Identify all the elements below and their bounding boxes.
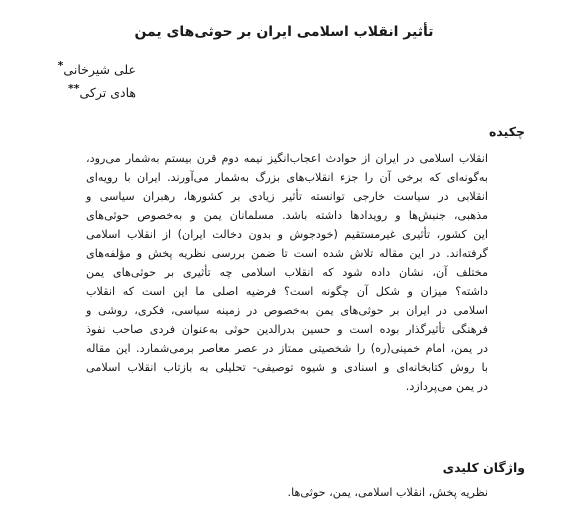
keywords-text: نظریه پخش، انقلاب اسلامی، یمن، حوثی‌ها. (287, 486, 488, 499)
abstract-line: داشته؟ میزان و شکل آن چگونه است؟ فرضیه اصلی ما این است که انقلاب (86, 285, 488, 298)
abstract-line: در یمن، امام خمینی(ره) را شخصیتی ممتاز در عصر معاصر برمی‌شمارد. این مقاله (86, 342, 488, 355)
abstract-line: به‌گونه‌ای که برخی آن را جزء انقلاب‌های بزرگ به‌شمار می‌آورند. ایران با رویه‌ای (86, 171, 488, 184)
abstract-line: انقلاب اسلامی در ایران از حوادث اعجاب‌انگیز نیمه دوم قرن بیستم به‌شمار می‌رود، (86, 152, 488, 165)
abstract-line: گرفته‌اند. در این مقاله تلاش شده است تا ضمن بررسی نظریه پخش و مؤلفه‌های (86, 247, 488, 260)
abstract-line: این کشور، تأثیری غیرمستقیم (خودجوش و بدون دخالت ایران) از انقلاب اسلامی (86, 228, 488, 241)
author-1 (0, 56, 136, 79)
abstract-heading: چکیده (489, 124, 525, 139)
keywords-heading: واژگان کلیدی (442, 460, 525, 475)
author-footnote-mark: ** (68, 82, 80, 96)
paper-title: تأثیر انقلاب اسلامی ایران بر حوثی‌های یمن (134, 24, 434, 40)
abstract-line: با روش کتابخانه‌ای و اسنادی و شیوه توصیفی- تحلیلی به بازتاب انقلاب اسلامی (86, 361, 488, 374)
abstract-line: فرهنگی تأثیرگذار بوده است و حسین بدرالدین حوثی به‌عنوان فردی صاحب نفوذ (86, 323, 488, 336)
author-2 (0, 79, 136, 102)
author-list (0, 56, 136, 102)
abstract-body (86, 149, 488, 396)
abstract-line: انقلابی در سیاست خارجی توانسته تأثیر زیادی بر کشورها، رهبران سیاسی و (86, 190, 488, 203)
abstract-line: در یمن می‌پردازد. (405, 380, 488, 393)
author-name: هادی ترکی (79, 85, 136, 101)
abstract-line: مختلف آن، نشان داده شود که انقلاب اسلامی چه تأثیری بر حوثی‌های یمن (86, 266, 488, 279)
author-footnote-mark: * (57, 59, 64, 72)
abstract-line: اسلامی در ایران بر حوثی‌های یمن به‌خصوص در زمینه سیاسی، فکری، روشی و (86, 304, 488, 317)
author-name: علی شیرخانی (63, 62, 136, 78)
abstract-line: مذهبی، جنبش‌ها و رویدادها داشته باشد. مسلمانان یمن و به‌خصوص حوثی‌های (86, 209, 488, 222)
